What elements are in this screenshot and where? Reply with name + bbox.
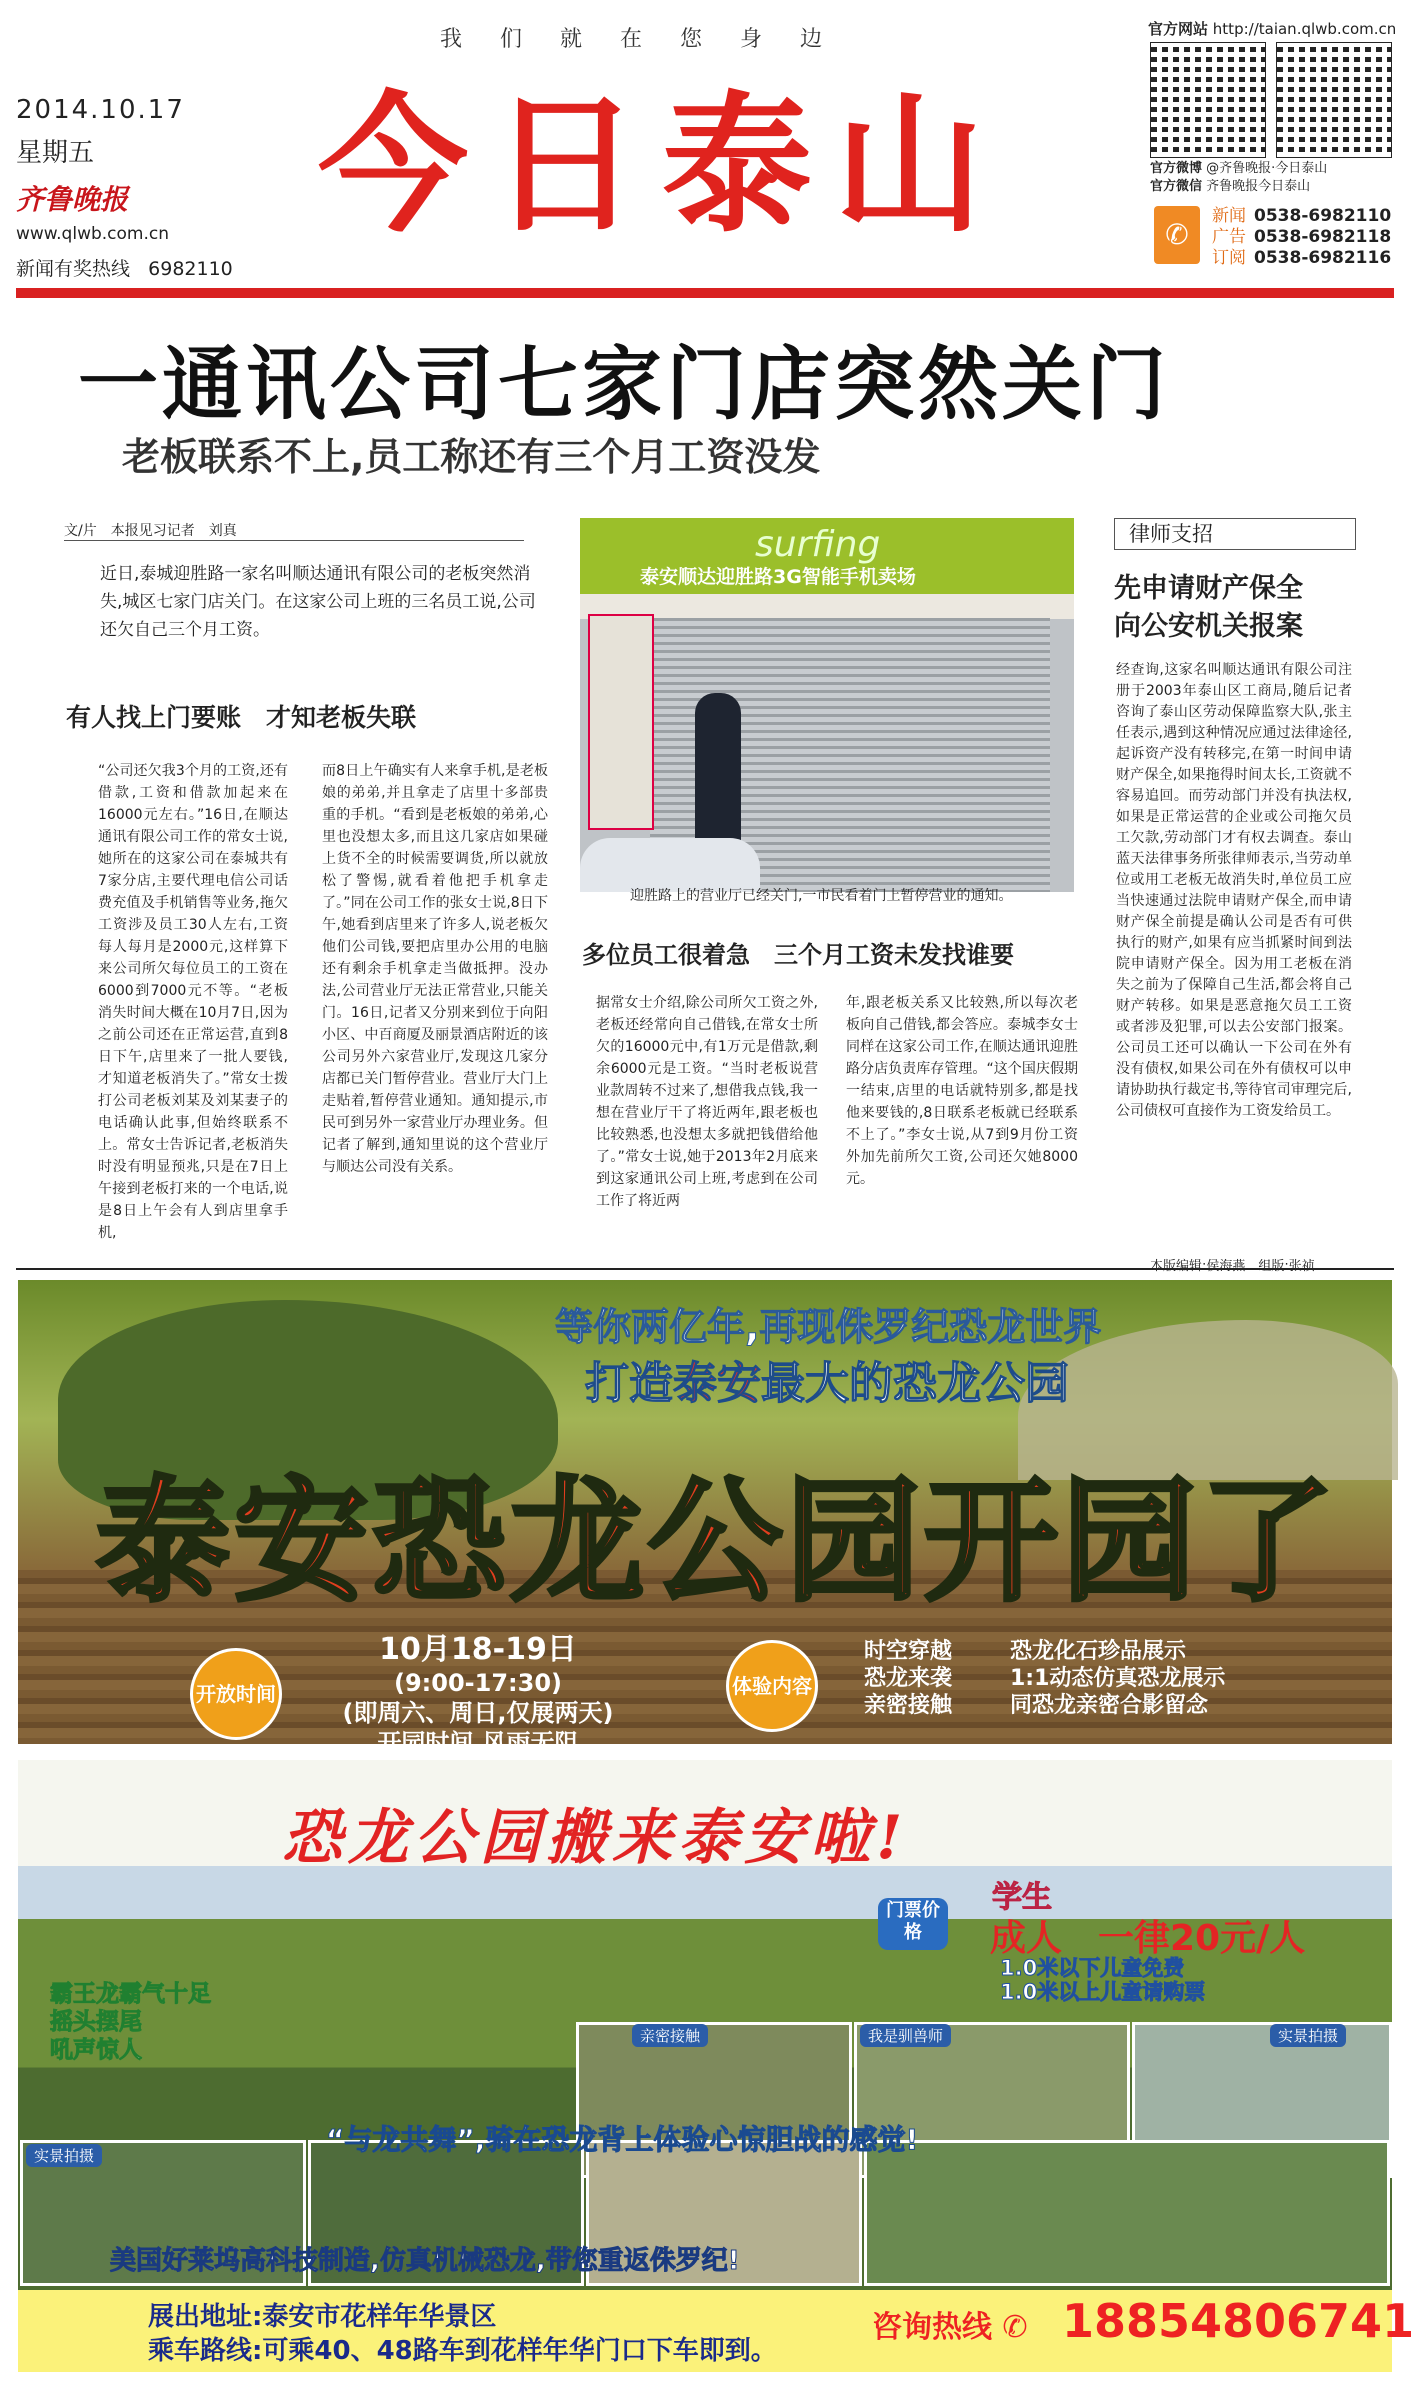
feature-list-right: 恐龙化石珍品展示 1:1动态仿真恐龙展示 同恐龙亲密合影留念 bbox=[1010, 1639, 1226, 1718]
consult-hotline-label: 咨询热线 ✆ bbox=[872, 2310, 1028, 2345]
hotline-label: 新闻有奖热线 bbox=[16, 258, 131, 280]
sidebar-tag: 律师支招 bbox=[1114, 518, 1356, 550]
price-adults: 成人 一律20元/人 bbox=[990, 1918, 1306, 1959]
byline-divider bbox=[64, 540, 524, 541]
store-sign-text: 泰安顺达迎胜路3G智能手机卖场 bbox=[640, 566, 916, 588]
article-column-1: “公司还欠我3个月的工资,还有借款,工资和借款加起来在16000元左右。”16日,在顺达通讯有限公司工作的常女士说,她所在的这家公司在泰城共有7家分店,主要代理电信公司话费充值及手机销售等业务,拖欠工资涉及员工30人左右,工资每人每月是2000元,这样算下来公司所欠每位员工的工资在6000到7000元不等。“老板消失时间大概在10月7日,因为之前公司还在正常运营,直到8日下午,店里来了一批人要钱,才知道老板消失了。”常女士拨打公司老板刘某及刘某妻子的电话确认此事,但始终联系不上。常女士告诉记者,老板消失时没有明显预兆,只是在7日上午接到老板打来的一个电话,说是8日上午会有人到店里拿手机, bbox=[98, 763, 288, 1241]
masthead: 今日泰山 bbox=[318, 77, 1007, 253]
parked-car bbox=[580, 838, 760, 892]
article-bottom-rule bbox=[16, 1268, 1394, 1270]
open-dates: 10月18-19日 bbox=[379, 1632, 577, 1667]
article-column-4: 年,跟老板关系又比较熟,所以每次老板向自己借钱,都会答应。泰城李女士同样在这家公司工作,在顺达通讯迎胜路分店负责库存管理。“这个国庆假期一结束,店里的电话就特别多,都是找他来要钱的,8日联系老板就已经联系不上了。”李女士说,从7到9月份工资外加先前所欠工资,公司还欠她8000元。 bbox=[846, 995, 1078, 1187]
qr-code-weibo-icon bbox=[1150, 42, 1266, 158]
qr-code-wechat-icon bbox=[1276, 42, 1392, 158]
kids-pricing: 1.0米以下儿童免费 1.0米以上儿童请购票 bbox=[1000, 1956, 1206, 2004]
byline: 文/片 本报见习记者 刘真 bbox=[64, 523, 237, 539]
news-hotline bbox=[16, 254, 233, 281]
tech-slogan: 美国好莱坞高科技制造,仿真机械恐龙,带您重返侏罗纪! bbox=[110, 2246, 740, 2276]
header-divider bbox=[16, 288, 1394, 298]
lead-paragraph: 近日,泰城迎胜路一家名叫顺达通讯有限公司的老板突然消失,城区七家门店关门。在这家公司上班的三名员工说,公司还欠自己三个月工资。 bbox=[100, 564, 536, 640]
tile-label: 我是驯兽师 bbox=[860, 2024, 951, 2047]
phone-line: 广告 0538-6982118 bbox=[1212, 227, 1392, 247]
tile-label: 实景拍摄 bbox=[1270, 2024, 1346, 2047]
issue-weekday: 星期五 bbox=[16, 138, 95, 168]
official-site-label: 官方网站 bbox=[1148, 20, 1209, 38]
phone-list bbox=[1212, 206, 1391, 269]
open-days-note: (即周六、周日,仅展两天) bbox=[342, 1699, 614, 1727]
brand-logo: surfing bbox=[755, 524, 881, 565]
route-line: 乘车路线:可乘40、48路车到花样年华门口下车即到。 bbox=[148, 2336, 777, 2366]
ticket-price-badge: 门票价格 bbox=[878, 1898, 948, 1950]
consult-hotline-number[interactable]: 18854806741 bbox=[1062, 2294, 1414, 2348]
subheadline: 老板联系不上,员工称还有三个月工资没发 bbox=[122, 435, 821, 479]
section-heading-2: 多位员工很着急 三个月工资未发找谁要 bbox=[582, 941, 1014, 969]
feature-list-left: 时空穿越 恐龙来袭 亲密接触 bbox=[864, 1639, 953, 1718]
weibo-value: @齐鲁晚报·今日泰山 bbox=[1206, 161, 1328, 176]
article-column-2: 而8日上午确实有人来拿手机,是老板娘的弟弟,并且拿走了店里十多部贵重的手机。“看到是老板娘的弟弟,心里也没想太多,而且这几家店如果碰上货不全的时候需要调货,所以就放松了警惕,就看着他把手机拿走了。”同在公司工作的张女士说,8日下午,她看到店里来了许多人,说老板欠他们公司钱,要把店里办公用的电脑还有剩余手机拿走当做抵押。没办法,公司营业厅无法正常营业,只能关门。16日,记者又分别来到位于向阳小区、中百商厦及丽景酒店附近的该公司另外六家营业厅,发现这几家分店都已关门暂停营业。营业厅大门上走贴着,暂停营业通知。通知提示,市民可到另外一家营业厅办理业务。但记者了解到,通知里说的这个营业厅与顺达公司没有关系。 bbox=[322, 763, 548, 1175]
hotline-number: 6982110 bbox=[148, 258, 233, 280]
sidebar-text: 经查询,这家名叫顺达通讯有限公司注册于2003年泰山区工商局,随后记者咨询了泰山区劳动保障监察大队,张主任表示,遇到这种情况应通过法律途径,起诉资产没有转移完,在第一时间申请财产保全,如果拖得时间太长,工资就不容易追回。而劳动部门并没有执法权,如果是正常运营的企业或公司拖欠员工欠款,劳动部门才有权去调查。泰山蓝天法律事务所张律师表示,当劳动单位或用工老板无故消失时,单位员工应当快速通过法院申请财产保全,而申请财产保全前提是确认公司是否有可供执行的财产,如果有应当抓紧时间到法院申请财产保全。因为用工老板在消失之前为了保障自己生活,都会将自己财产转移。如果是恶意拖欠员工工资或者涉及犯罪,可以去公安部门报案。公司员工还可以确认一下公司在外有没有债权,如果公司在外有债权可以申请协助执行裁定书,等待官司审理完后,公司债权可直接作为工资发给员工。 bbox=[1116, 662, 1352, 1119]
phone-line: 新闻 0538-6982110 bbox=[1212, 206, 1392, 226]
ad-tagline-1: 等你两亿年,再现侏罗纪恐龙世界 bbox=[555, 1305, 1102, 1349]
open-time-info bbox=[328, 1632, 628, 1758]
ride-slogan: “与龙共舞”,骑在恐龙背上体验心惊胆战的感觉! bbox=[326, 2123, 919, 2156]
address-line: 展出地址:泰安市花样年华景区 bbox=[148, 2302, 497, 2332]
ad-big-title: 泰安恐龙公园开园了 bbox=[96, 1464, 1339, 1620]
open-hours: (9:00-17:30) bbox=[394, 1669, 562, 1697]
open-time-badge: 开放时间 bbox=[190, 1648, 282, 1740]
section-heading-1: 有人找上门要账 才知老板失联 bbox=[66, 703, 417, 732]
issue-date: 2014.10.17 bbox=[16, 95, 185, 125]
editor-credit: 本版编辑:侯海燕 组版:张祯 bbox=[1150, 1259, 1315, 1274]
tile-label: 实景拍摄 bbox=[26, 2144, 102, 2167]
site-url[interactable]: www.qlwb.com.cn bbox=[16, 224, 169, 244]
price-students: 学生 bbox=[992, 1880, 1052, 1915]
wechat-label: 官方微信 bbox=[1150, 179, 1203, 194]
address-info bbox=[148, 2300, 777, 2368]
phone-line: 订阅 0538-6982116 bbox=[1212, 248, 1392, 268]
slogan: 我们就在您身边 bbox=[440, 27, 861, 52]
ad2-title: 恐龙公园搬来泰安啦! bbox=[282, 1803, 909, 1873]
sidebar-title: 先申请财产保全向公安机关报案 bbox=[1114, 573, 1303, 642]
official-site[interactable] bbox=[1148, 18, 1396, 39]
article-column-3: 据常女士介绍,除公司所欠工资之外,老板还经常向自己借钱,在常女士所欠的16000元中,有1万元是借款,剩余6000元是工资。“当时老板说营业款周转不过来了,想借我点钱,我一想在营业厅干了将近两年,跟老板也比较熟悉,也没想太多就把钱借给他了。”常女士说,她于2013年2月底来到这家通讯公司上班,考虑到在公司工作了将近两 bbox=[596, 995, 818, 1209]
phone-icon: ✆ bbox=[1154, 206, 1200, 264]
official-site-url: http://taian.qlwb.com.cn bbox=[1212, 20, 1397, 38]
tile-label: 亲密接触 bbox=[632, 2024, 708, 2047]
storefront-photo bbox=[580, 518, 1074, 892]
open-weather-note: 开园时间,风雨无阻 bbox=[377, 1729, 579, 1757]
phone-icon: ✆ bbox=[1002, 2310, 1028, 2345]
headline: 一通讯公司七家门店突然关门 bbox=[78, 338, 1170, 431]
trex-blurb: 霸王龙霸气十足 摇头摆尾 吼声惊人 bbox=[50, 1981, 211, 2063]
weibo-label: 官方微博 bbox=[1150, 161, 1203, 176]
experience-badge: 体验内容 bbox=[726, 1640, 818, 1732]
paper-logo: 齐鲁晚报 bbox=[16, 183, 129, 216]
ad-tagline-2: 打造泰安最大的恐龙公园 bbox=[585, 1358, 1069, 1409]
photo-caption: 迎胜路上的营业厅已经关门,一市民看着门上暂停营业的通知。 bbox=[630, 888, 1013, 904]
social-labels bbox=[1150, 160, 1327, 196]
promo-poster bbox=[588, 614, 654, 830]
wechat-value: 齐鲁晚报今日泰山 bbox=[1206, 179, 1311, 194]
photo-tile bbox=[864, 2140, 1390, 2286]
